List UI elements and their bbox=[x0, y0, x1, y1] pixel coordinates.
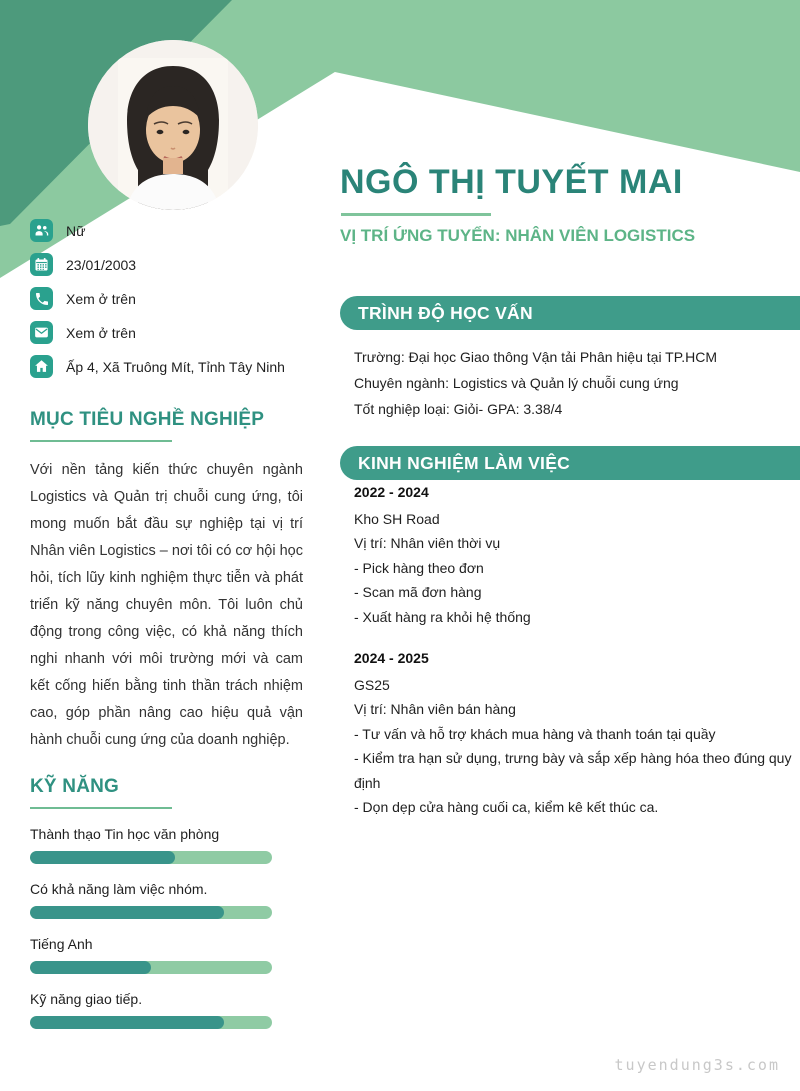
calendar-icon bbox=[30, 253, 53, 276]
contact-birthdate bbox=[30, 253, 303, 276]
skill-label: Có khả năng làm việc nhóm. bbox=[30, 881, 208, 897]
left-column bbox=[30, 219, 303, 1029]
job-position: Vị trí: Nhân viên thời vụ bbox=[354, 535, 501, 551]
skill-item bbox=[30, 936, 303, 974]
gender-icon bbox=[30, 219, 53, 242]
job-company: Kho SH Road bbox=[354, 510, 440, 527]
job-duty: - Kiểm tra hạn sử dụng, trưng bày và sắp xếp hàng hóa theo đúng quy định bbox=[354, 750, 792, 791]
skills-heading: KỸ NĂNG bbox=[30, 776, 120, 797]
profile-photo bbox=[88, 40, 258, 210]
site-watermark: tuyendung3s.com bbox=[614, 1056, 780, 1074]
skill-item bbox=[30, 881, 303, 919]
skill-bar-fill bbox=[30, 1016, 224, 1029]
job-period: 2024 - 2025 bbox=[354, 650, 429, 666]
experience-section-header: KINH NGHIỆM LÀM VIỆC bbox=[340, 446, 800, 480]
skill-bar-fill bbox=[30, 961, 151, 974]
education-section-header: TRÌNH ĐỘ HỌC VẤN bbox=[340, 296, 800, 330]
objective-heading-underline bbox=[30, 440, 172, 442]
skill-item bbox=[30, 826, 303, 864]
skill-bar-track bbox=[30, 906, 272, 919]
address-value: Ấp 4, Xã Truông Mít, Tỉnh Tây Ninh bbox=[66, 358, 285, 375]
skill-bar-track bbox=[30, 961, 272, 974]
gender-value: Nữ bbox=[66, 222, 86, 239]
job-duty: - Dọn dẹp cửa hàng cuối ca, kiểm kê kết thúc ca. bbox=[354, 799, 659, 815]
contact-email bbox=[30, 321, 303, 344]
page-title: NGÔ THỊ TUYẾT MAI bbox=[340, 163, 683, 201]
job-position: Vị trí: Nhân viên bán hàng bbox=[354, 701, 516, 717]
portrait-placeholder bbox=[88, 40, 258, 210]
skill-bar-fill bbox=[30, 851, 175, 864]
objective-text: Với nền tảng kiến thức chuyên ngành Logistics và Quản trị chuỗi cung ứng, tôi mong muốn bắt đầu sự nghiệp tại vị trí Nhân viên Logistics – nơi tôi có cơ hội học hỏi, tích lũy kinh nghiệm thực tiễn và phát triển kỹ năng chuyên môn. Tôi luôn chủ động trong công việc, có khả năng thích nghi nhanh với môi trường mới và cam kết cống hiến bằng tinh thần trách nhiệm cao, góp phần nâng cao hiệu quả vận hành chuỗi cung ứng của doanh nghiệp. bbox=[30, 462, 303, 748]
contact-phone bbox=[30, 287, 303, 310]
job-duty: - Scan mã đơn hàng bbox=[354, 584, 482, 600]
skill-bar-fill bbox=[30, 906, 224, 919]
home-icon bbox=[30, 355, 53, 378]
job-duty: - Xuất hàng ra khỏi hệ thống bbox=[354, 608, 531, 625]
phone-icon bbox=[30, 287, 53, 310]
skill-label: Thành thạo Tin học văn phòng bbox=[30, 826, 220, 842]
skill-bar-track bbox=[30, 1016, 272, 1029]
job-company: GS25 bbox=[354, 676, 390, 693]
job-period: 2022 - 2024 bbox=[354, 484, 429, 500]
education-major: Chuyên ngành: Logistics và Quản lý chuỗi cung ứng bbox=[354, 375, 679, 391]
skills-section bbox=[30, 776, 303, 1029]
skills-heading-underline bbox=[30, 807, 172, 809]
skill-bar-track bbox=[30, 851, 272, 864]
job-duty: - Pick hàng theo đơn bbox=[354, 559, 484, 576]
job-entry bbox=[340, 646, 800, 820]
mail-icon bbox=[30, 321, 53, 344]
skill-item bbox=[30, 991, 303, 1029]
objective-heading: MỤC TIÊU NGHỀ NGHIỆP bbox=[30, 409, 265, 430]
education-details bbox=[340, 330, 800, 422]
phone-value: Xem ở trên bbox=[66, 290, 136, 307]
name-underline bbox=[341, 213, 491, 216]
education-gpa: Tốt nghiệp loại: Giỏi- GPA: 3.38/4 bbox=[354, 401, 563, 417]
applied-position: VỊ TRÍ ỨNG TUYỂN: NHÂN VIÊN LOGISTICS bbox=[340, 226, 696, 245]
contact-gender bbox=[30, 219, 303, 242]
contact-address bbox=[30, 355, 303, 378]
job-duty: - Tư vấn và hỗ trợ khách mua hàng và thanh toán tại quầy bbox=[354, 725, 716, 742]
skill-label: Tiếng Anh bbox=[30, 936, 93, 952]
objective-section bbox=[30, 409, 303, 754]
education-school: Trường: Đại học Giao thông Vận tải Phân hiệu tại TP.HCM bbox=[354, 349, 718, 365]
right-column bbox=[340, 296, 800, 820]
job-entry bbox=[340, 480, 800, 629]
birthdate-value: 23/01/2003 bbox=[66, 256, 137, 273]
email-value: Xem ở trên bbox=[66, 324, 136, 341]
skill-label: Kỹ năng giao tiếp. bbox=[30, 991, 143, 1007]
